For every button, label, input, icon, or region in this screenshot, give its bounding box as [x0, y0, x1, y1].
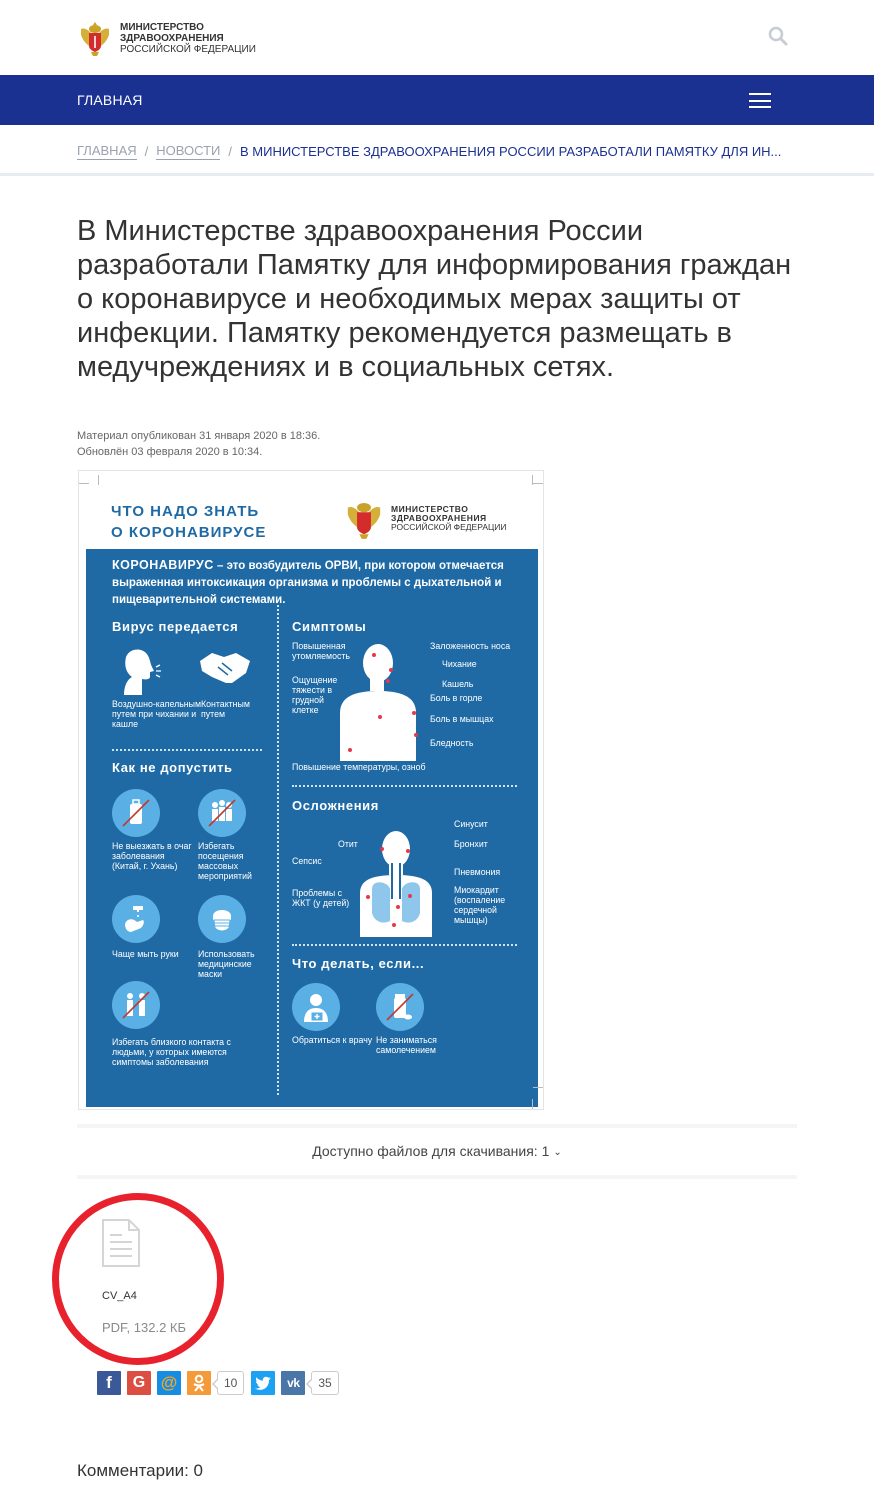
coat-of-arms-icon	[77, 19, 113, 57]
odnoklassniki-share-button[interactable]	[187, 1371, 211, 1395]
symptom-chest-heaviness: Ощущение тяжести в грудной клетке	[292, 675, 338, 715]
mailru-icon: @	[160, 1373, 178, 1392]
poster-logo-line-3: РОССИЙСКОЙ ФЕДЕРАЦИИ	[391, 521, 507, 532]
what-to-do-heading: Что делать, если...	[292, 956, 425, 971]
nav-home-link[interactable]: ГЛАВНАЯ	[77, 92, 143, 108]
transmission-airborne: Воздушно-капельным путем при чихании и кашле	[112, 699, 202, 729]
complication-sinusitis: Синусит	[454, 819, 488, 829]
crop-mark	[533, 483, 543, 495]
section-divider	[292, 785, 517, 787]
updated-date: Обновлён 03 февраля 2020 в 10:34.	[77, 446, 263, 458]
prevention-masks: Использовать медицинские маски	[198, 949, 255, 979]
no-self-medication-icon	[376, 983, 424, 1031]
complication-sepsis: Сепсис	[292, 856, 322, 866]
poster-logo-line-1: МИНИСТЕРСТВО	[391, 503, 469, 514]
symptoms-heading: Симптомы	[292, 619, 367, 634]
breadcrumb-news[interactable]: НОВОСТИ	[156, 143, 221, 158]
symptom-muscle-pain: Боль в мышцах	[430, 714, 494, 724]
no-travel-icon	[112, 789, 160, 837]
google-icon: G	[132, 1374, 146, 1391]
symptom-sore-throat: Боль в горле	[430, 693, 483, 703]
transmission-contact: Контактным путем	[201, 699, 250, 719]
breadcrumb-separator: /	[144, 144, 149, 159]
downloads-divider-bottom	[77, 1175, 797, 1179]
crop-mark	[521, 475, 533, 485]
intro-keyword: КОРОНАВИРУС	[112, 558, 214, 572]
intro-text: – это возбудитель ОРВИ, при котором отмечается выраженная интоксикация организма и проблемы с дыхательной и пищеварительной системами.	[112, 560, 504, 606]
complication-gi-problems: Проблемы с ЖКТ (у детей)	[292, 888, 350, 908]
prevention-avoid-contact: Избегать близкого контакта с людьми, у которых имеются симптомы заболевания	[112, 1037, 231, 1067]
symptom-nasal-congestion: Заложенность носа	[430, 641, 511, 651]
complication-pneumonia: Пневмония	[454, 867, 501, 877]
coronavirus-poster-image[interactable]	[78, 470, 544, 1110]
file-name[interactable]: CV_A4	[102, 1290, 137, 1302]
section-divider	[112, 749, 262, 751]
complication-otitis: Отит	[338, 839, 358, 849]
downloads-toggle-label: Доступно файлов для скачивания: 1	[312, 1143, 550, 1159]
avoid-contact-icon	[112, 981, 160, 1029]
symptom-fatigue: Повышенная утомляемость	[292, 641, 351, 661]
crop-mark	[533, 1087, 543, 1099]
breadcrumb-divider	[0, 173, 874, 176]
hamburger-menu-icon[interactable]	[749, 93, 771, 108]
facebook-share-button[interactable]	[97, 1371, 121, 1395]
handshake-icon	[198, 649, 252, 687]
crop-mark	[79, 483, 89, 495]
logo-line-3: РОССИЙСКОЙ ФЕДЕРАЦИИ	[120, 43, 256, 55]
symptom-cough: Кашель	[442, 679, 474, 689]
coat-of-arms-icon	[343, 496, 385, 540]
site-header	[0, 0, 874, 75]
poster-intro	[112, 557, 522, 609]
complication-myocarditis: Миокардит (воспаление сердечной мышцы)	[454, 885, 506, 925]
breadcrumb-current: В МИНИСТЕРСТВЕ ЗДРАВООХРАНЕНИЯ РОССИИ РАЗРАБОТАЛИ ПАМЯТКУ ДЛЯ ИН...	[239, 144, 782, 159]
poster-title	[111, 501, 266, 543]
main-nav	[0, 75, 874, 125]
page-title: В Министерстве здравоохранения России разработали Памятку для информирования граждан о коронавирусе и необходимых мерах защиты от инфекции. Памятку рекомендуется размещать в медучреждениях и в социальных сетях.	[77, 215, 792, 383]
poster-title-line-1: ЧТО НАДО ЗНАТЬ	[111, 503, 260, 520]
odnoklassniki-share-count: 10	[217, 1371, 244, 1395]
symptom-pallor: Бледность	[430, 738, 474, 748]
complication-bronchitis: Бронхит	[454, 839, 488, 849]
vk-share-button[interactable]	[281, 1371, 305, 1395]
comments-count[interactable]: Комментарии: 0	[77, 1461, 203, 1480]
transmission-heading: Вирус передается	[112, 619, 239, 634]
breadcrumb-separator: /	[228, 144, 232, 159]
no-crowds-icon	[198, 789, 246, 837]
downloads-divider-top	[77, 1124, 797, 1128]
prevention-wash-hands: Чаще мыть руки	[112, 949, 179, 959]
action-no-self-medication: Не заниматься самолечением	[376, 1035, 437, 1055]
complications-heading: Осложнения	[292, 798, 379, 813]
chevron-down-icon: ⌄	[553, 1147, 562, 1158]
vk-icon: vk	[287, 1376, 300, 1390]
human-body-complications-figure	[358, 829, 434, 937]
section-divider	[292, 944, 517, 946]
google-share-button[interactable]	[127, 1371, 151, 1395]
poster-ministry-logo	[343, 496, 507, 540]
poster-title-line-2: О КОРОНАВИРУСЕ	[111, 524, 267, 541]
ministry-logo[interactable]	[77, 19, 256, 57]
facebook-icon: f	[106, 1373, 112, 1392]
prevention-no-travel: Не выезжать в очаг заболевания (Китай, г. Ухань)	[112, 841, 192, 871]
search-icon[interactable]	[768, 26, 788, 46]
twitter-share-button[interactable]	[251, 1371, 275, 1395]
medical-mask-icon	[198, 895, 246, 943]
article-meta	[77, 428, 320, 460]
poster-logo-line-2: ЗДРАВООХРАНЕНИЯ	[391, 512, 487, 523]
downloads-toggle[interactable]	[0, 1143, 874, 1159]
person-sneezing-icon	[116, 645, 164, 695]
prevention-heading: Как не допустить	[112, 760, 233, 775]
file-download-link[interactable]	[102, 1219, 140, 1272]
see-doctor-icon	[292, 983, 340, 1031]
mailru-share-button[interactable]	[157, 1371, 181, 1395]
action-see-doctor: Обратиться к врачу	[292, 1035, 373, 1045]
poster-body	[86, 549, 538, 1107]
crop-mark	[521, 1099, 533, 1109]
logo-line-2: ЗДРАВООХРАНЕНИЯ	[120, 32, 224, 44]
twitter-icon	[255, 1376, 271, 1390]
breadcrumb-home[interactable]: ГЛАВНАЯ	[77, 143, 137, 158]
odnoklassniki-icon	[192, 1374, 206, 1392]
logo-line-1: МИНИСТЕРСТВО	[120, 21, 204, 33]
file-meta: PDF, 132.2 КБ	[102, 1320, 187, 1335]
symptom-fever: Повышение температуры, озноб	[292, 762, 426, 772]
wash-hands-icon	[112, 895, 160, 943]
column-divider	[277, 605, 279, 1095]
vk-share-count: 35	[311, 1371, 338, 1395]
prevention-no-crowds: Избегать посещения массовых мероприятий	[198, 841, 252, 881]
symptom-sneezing: Чихание	[442, 659, 477, 669]
breadcrumb	[77, 143, 781, 160]
published-date: Материал опубликован 31 января 2020 в 18:36.	[77, 430, 321, 442]
document-icon	[102, 1219, 140, 1267]
share-buttons	[97, 1371, 346, 1395]
